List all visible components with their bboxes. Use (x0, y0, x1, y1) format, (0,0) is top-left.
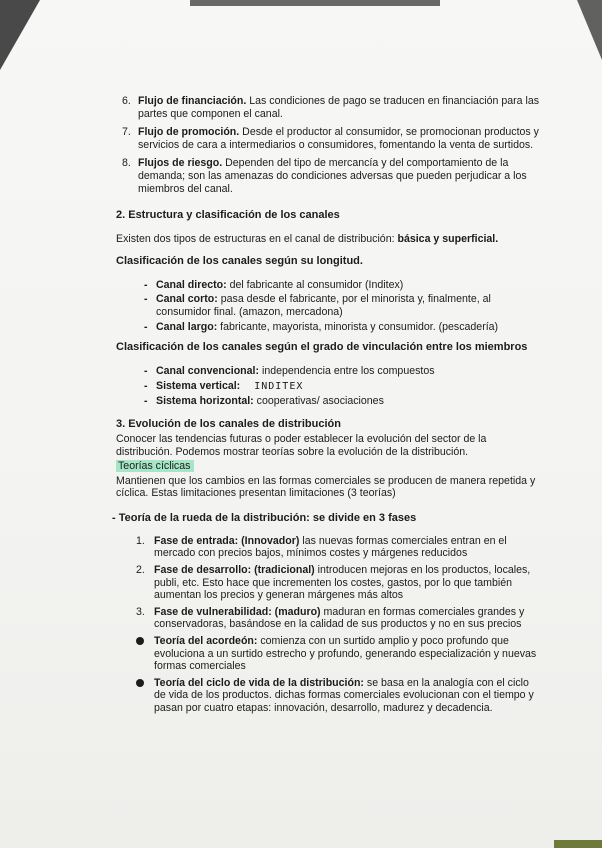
phase-item: 3. Fase de vulnerabilidad: (maduro) maduran en formas comerciales grandes y conservadoras, basándose en la calidad de sus productos y no en sus precios (136, 605, 525, 631)
flow-text: Desde el productor al consumidor, se promocionan productos y servicios de cara a intermediarios o consumidores, fomentando la venta de surtidos. (138, 126, 539, 151)
scan-shadow-top-right (577, 0, 602, 60)
scan-shadow-top (190, 0, 440, 6)
theory-item: Teoría del acordeón: comienza con un surtido amplio y poco profundo que evoluciona a un surtido estrecho y profundo, generando especialización y nuevas formas comerciales (136, 635, 542, 673)
list-item: - Sistema horizontal: cooperativas/ asociaciones (144, 395, 384, 408)
length-list (116, 279, 542, 333)
bond-heading: Clasificación de los canales según el grado de vinculación entre los miembros (116, 341, 528, 354)
section-2-heading: 2. Estructura y clasificación de los canales (116, 209, 340, 222)
flow-text: Dependen del tipo de mercancía y del comportamiento de la demanda; son las amenazas do condiciones adversas que pueden perjudicar a los miembros del canal. (138, 157, 527, 195)
scan-shadow-top-left (0, 0, 40, 70)
flow-item-8: 8. Flujos de riesgo. Dependen del tipo de mercancía y del comportamiento de la demanda; son las amenazas do condiciones adversas que pueden perjudicar a los miembros del canal. (122, 157, 527, 195)
flow-title: Flujos de riesgo. (138, 157, 223, 170)
list-item: - Canal corto: pasa desde el fabricante, por el minorista y, finalmente, al consumidor final. (amazon, mercadona) (144, 293, 491, 318)
cyclic-theories-text: Mantienen que los cambios en las formas comerciales se producen de manera repetida y cíclica. Estas limitaciones presentan limitaciones (3 teorías) (116, 474, 536, 500)
phase-item: 2. Fase de desarrollo: (tradicional) introducen mejoras en los productos, locales, publi, etc. Esto hace que incrementen los costes, gastos, por lo que también aumentan los precios y generan márgenes más altos (136, 564, 531, 602)
list-item: - Canal largo: fabricante, mayorista, minorista y consumidor. (pescadería) (144, 320, 499, 333)
flow-text: Las condiciones de pago se traducen en financiación para las partes que componen el canal. (138, 95, 540, 120)
scan-edge-bottom-right (554, 840, 602, 848)
bond-list (116, 365, 542, 408)
document-content (112, 95, 542, 719)
phase-item: 1. Fase de entrada: (Innovador) las nuevas formas comerciales entran en el mercado con precios bajos, mínimos costes y márgenes reducidos (136, 534, 507, 560)
flow-item-6: 6. Flujo de financiación. Las condiciones de pago se traducen en financiación para las partes que componen el canal. (122, 95, 540, 120)
list-item: - Sistema vertical: INDITEX (144, 379, 304, 392)
section-3-heading: 3. Evolución de los canales de distribución (116, 417, 341, 430)
theory-item: Teoría del ciclo de vida de la distribución: se basa en la analogía con el ciclo de vida de los productos. dichas formas comerciales evolucionan con el tiempo y pasan por cuatro etapas: innovación, desarrollo, madurez y decadencia. (136, 677, 542, 715)
section-2-intro: Existen dos tipos de estructuras en el canal de distribución: básica y superficial. (116, 233, 499, 246)
bullet-icon (136, 637, 144, 645)
handwritten-note: INDITEX (254, 380, 304, 392)
wheel-theory-heading: - Teoría de la rueda de la distribución: se divide en 3 fases (112, 511, 417, 524)
phases-list (116, 535, 542, 715)
length-heading: Clasificación de los canales según su longitud. (116, 254, 363, 267)
flow-title: Flujo de financiación. (138, 95, 247, 107)
flow-item-7: 7. Flujo de promoción. Desde el productor al consumidor, se promocionan productos y servicios de cara a intermediarios o consumidores, fomentando la venta de surtidos. (122, 126, 539, 151)
flow-title: Flujo de promoción. (138, 126, 240, 139)
section-3-intro: Conocer las tendencias futuras o poder establecer la evolución del sector de la distribución. Podemos mostrar teorías sobre la evolución de la distribución. (116, 432, 487, 458)
list-item: - Canal convencional: independencia entre los compuestos (144, 365, 435, 378)
list-item: - Canal directo: del fabricante al consumidor (Inditex) (144, 278, 404, 291)
highlighted-subheading: Teorías cíclicas (116, 460, 542, 473)
bullet-icon (136, 679, 144, 687)
